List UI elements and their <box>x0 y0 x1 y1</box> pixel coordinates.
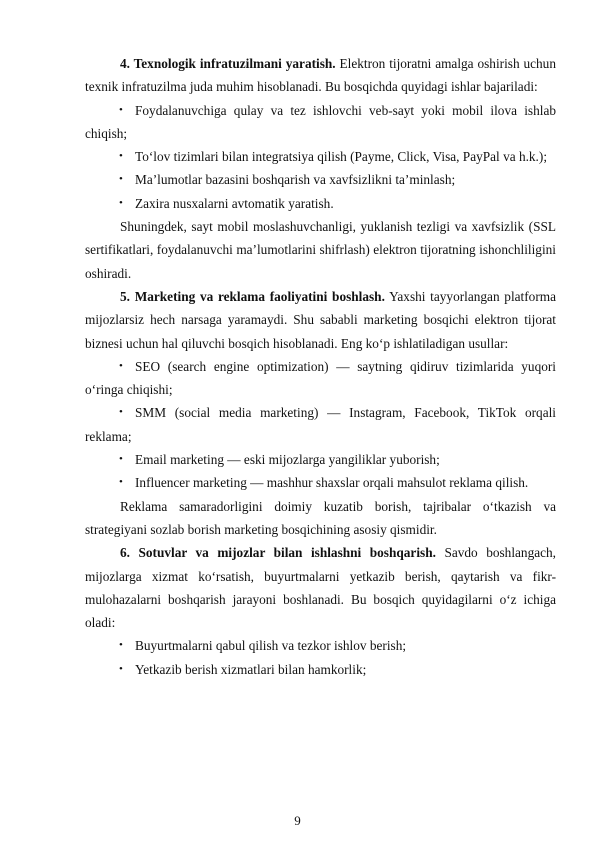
bullet-icon: • <box>119 103 123 116</box>
section-4-closing: Shuningdek, sayt mobil moslashuvchanligi, yuklanish tezligi va xavfsizlik (SSL sertifikatlari, foydalanuvchi ma’lumotlarini shifrlash) elektron tijoratning ishonchliligini oshiradi. <box>85 219 556 281</box>
list-item: • Yetkazib berish xizmatlari bilan hamkorlik; <box>85 658 556 681</box>
bullet-icon: • <box>119 406 123 419</box>
section-5-intro: 5. Marketing va reklama faoliyatini boshlash. Yaxshi tayyorlangan platforma mijozlarsiz hech narsaga yaramaydi. Shu sababli marketing bosqichi elektron tijorat biznesi uchun hal qiluvchi bosqich hisoblanadi. Eng ko‘p ishlatiladigan usullar: <box>85 288 556 351</box>
section-5-closing: Reklama samaradorligini doimiy kuzatib borish, tajribalar o‘tkazish va strategiyani sozlab borish marketing bosqichining asosiy qismidir. <box>85 498 556 537</box>
document-page <box>85 52 556 681</box>
page-number: 9 <box>294 813 301 828</box>
list-item: • To‘lov tizimlari bilan integratsiya qilish (Payme, Click, Visa, PayPal va h.k.); <box>85 145 556 168</box>
bullet-icon: • <box>119 453 123 466</box>
section-4-heading: 4. Texnologik infratuzilmani yaratish. <box>120 56 336 71</box>
list-item: • Buyurtmalarni qabul qilish va tezkor ishlov berish; <box>85 634 556 657</box>
bullet-icon: • <box>119 359 123 372</box>
bullet-icon: • <box>119 639 123 652</box>
list-item: • SMM (social media marketing) — Instagram, Facebook, TikTok orqali reklama; <box>85 401 556 448</box>
bullet-icon: • <box>119 196 123 209</box>
list-item: • Zaxira nusxalarni avtomatik yaratish. <box>85 192 556 215</box>
section-6-intro: 6. Sotuvlar va mijozlar bilan ishlashni boshqarish. Savdo boshlangach, mijozlarga xizmat ko‘rsatish, buyurtmalarni yetkazib berish, qaytarish va fikr-mulohazalarni boshqarish jarayoni boshlanadi. Bu bosqich quyidagilarni o‘z ichiga oladi: <box>85 545 556 631</box>
bullet-icon: • <box>119 173 123 186</box>
list-item: • Influencer marketing — mashhur shaxslar orqali mahsulot reklama qilish. <box>85 471 556 494</box>
bullet-icon: • <box>119 662 123 675</box>
list-item: • Foydalanuvchiga qulay va tez ishlovchi veb-sayt yoki mobil ilova ishlab chiqish; <box>85 99 556 146</box>
list-item: • Ma’lumotlar bazasini boshqarish va xavfsizlikni ta’minlash; <box>85 168 556 191</box>
bullet-icon: • <box>119 476 123 489</box>
section-6-heading: 6. Sotuvlar va mijozlar bilan ishlashni boshqarish. <box>120 545 436 561</box>
list-item: • SEO (search engine optimization) — saytning qidiruv tizimlarida yuqori o‘ringa chiqishi; <box>85 355 556 402</box>
section-5-heading: 5. Marketing va reklama faoliyatini boshlash. <box>120 288 385 304</box>
bullet-icon: • <box>119 150 123 163</box>
list-item: • Email marketing — eski mijozlarga yangiliklar yuborish; <box>85 448 556 471</box>
section-4-intro: 4. Texnologik infratuzilmani yaratish. Elektron tijoratni amalga oshirish uchun texnik infratuzilma juda muhim hisoblanadi. Bu bosqichda quyidagi ishlar bajariladi: <box>85 56 556 95</box>
